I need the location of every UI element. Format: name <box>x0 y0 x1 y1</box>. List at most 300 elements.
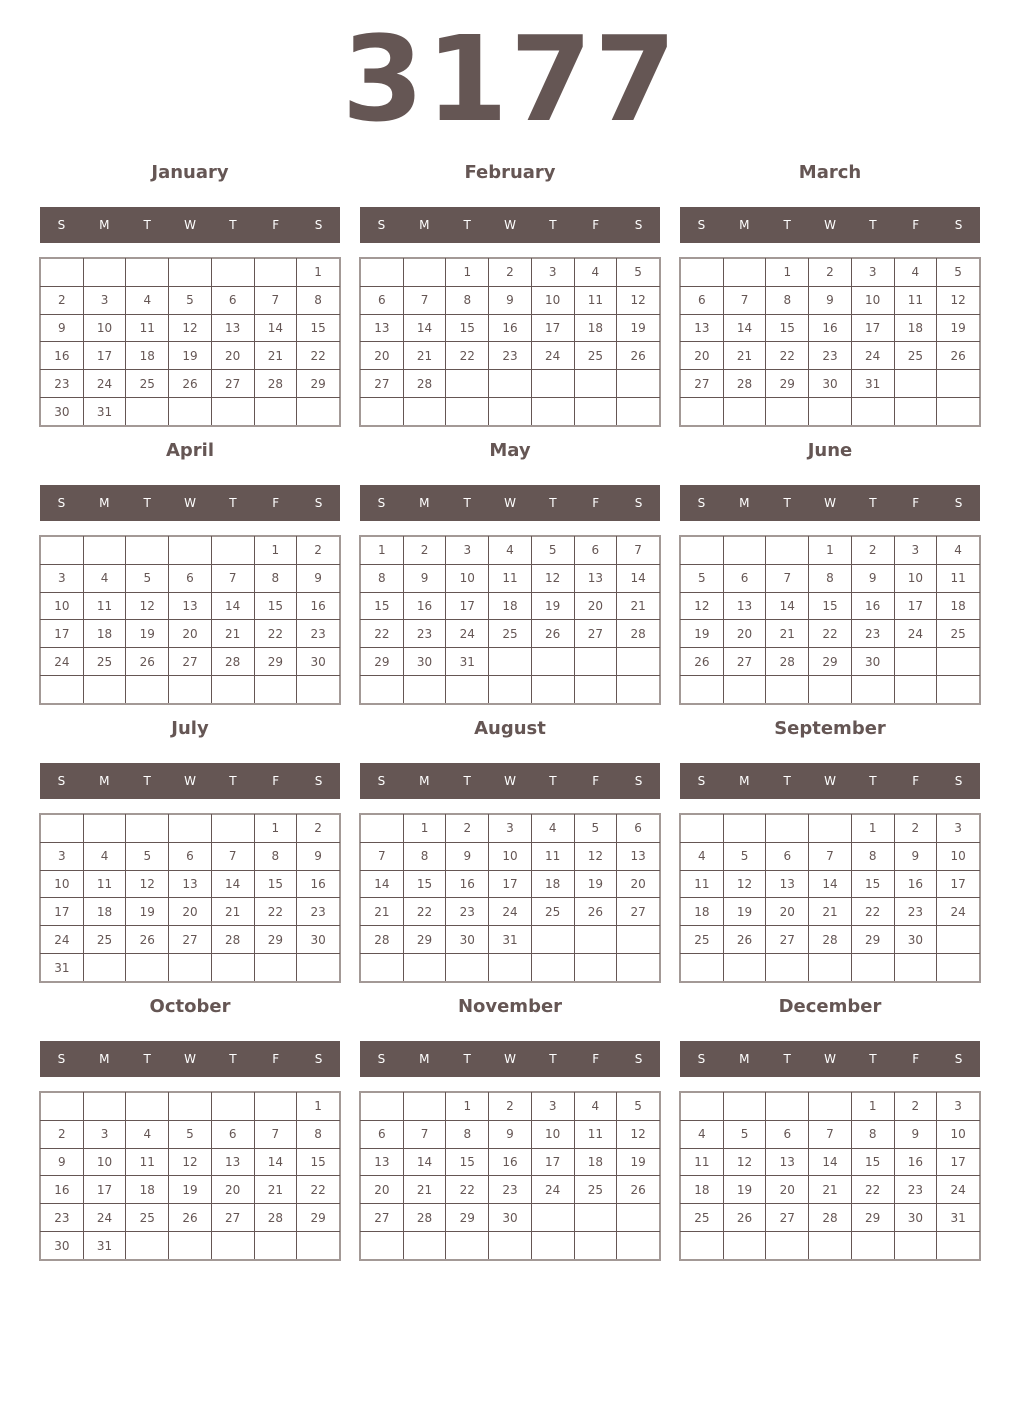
day-cell: 27 <box>361 370 404 398</box>
day-cell <box>937 1232 980 1260</box>
day-cell <box>169 398 212 426</box>
weekday-label: T <box>549 1052 557 1066</box>
day-cell: 7 <box>723 286 766 314</box>
weekday-label: M <box>739 1052 750 1066</box>
day-cell <box>681 1093 724 1121</box>
day-cell: 3 <box>41 564 84 592</box>
week-row <box>361 1176 660 1204</box>
day-cell: 28 <box>809 926 852 954</box>
day-cell <box>254 1093 297 1121</box>
day-cell: 1 <box>809 537 852 565</box>
day-cell: 22 <box>254 620 297 648</box>
week-row <box>361 286 660 314</box>
weekday-header <box>360 207 660 243</box>
day-cell: 14 <box>361 870 404 898</box>
day-cell <box>531 954 574 982</box>
week-row <box>41 564 340 592</box>
month-title: December <box>778 996 882 1017</box>
month-june <box>680 439 980 717</box>
day-cell <box>211 537 254 565</box>
week-row <box>681 620 980 648</box>
day-cell: 22 <box>851 1176 894 1204</box>
weekday-header <box>40 763 340 799</box>
day-cell <box>83 259 126 287</box>
day-cell: 1 <box>446 1093 489 1121</box>
month-november <box>360 995 660 1273</box>
day-cell: 9 <box>489 1120 532 1148</box>
weekday-label: T <box>463 218 471 232</box>
day-cell: 5 <box>169 286 212 314</box>
day-cell <box>681 815 724 843</box>
weekday-label: W <box>824 496 836 510</box>
day-cell: 25 <box>681 926 724 954</box>
day-cell: 27 <box>211 370 254 398</box>
day-cell: 11 <box>531 842 574 870</box>
day-cell: 25 <box>83 648 126 676</box>
day-cell: 3 <box>489 815 532 843</box>
week-row <box>41 1093 340 1121</box>
weekday-label: M <box>99 218 110 232</box>
day-cell: 15 <box>766 314 809 342</box>
day-cell <box>403 676 446 704</box>
day-cell: 7 <box>254 286 297 314</box>
weekday-label: W <box>184 774 196 788</box>
day-cell: 30 <box>41 398 84 426</box>
day-cell <box>83 1093 126 1121</box>
weekday-label: T <box>783 218 791 232</box>
day-cell: 8 <box>851 842 894 870</box>
weekday-label: S <box>314 774 323 788</box>
day-cell: 24 <box>894 620 937 648</box>
week-row <box>41 592 340 620</box>
day-cell: 11 <box>681 1148 724 1176</box>
day-cell: 4 <box>83 842 126 870</box>
week-row <box>41 286 340 314</box>
day-cell <box>211 954 254 982</box>
day-cell <box>297 676 340 704</box>
month-october <box>40 995 340 1273</box>
weekday-header <box>40 1041 340 1077</box>
day-cell <box>211 815 254 843</box>
day-cell <box>617 648 660 676</box>
day-cell <box>489 676 532 704</box>
day-cell <box>41 537 84 565</box>
day-cell: 3 <box>937 815 980 843</box>
day-cell: 6 <box>766 1120 809 1148</box>
day-cell <box>809 1093 852 1121</box>
day-cell: 26 <box>574 898 617 926</box>
day-cell: 13 <box>766 870 809 898</box>
month-september <box>680 717 980 995</box>
weekday-label: F <box>912 774 920 788</box>
day-cell: 29 <box>403 926 446 954</box>
day-cell: 14 <box>809 1148 852 1176</box>
day-cell <box>169 954 212 982</box>
week-row <box>41 1204 340 1232</box>
week-row <box>681 1120 980 1148</box>
day-cell <box>83 954 126 982</box>
week-row <box>41 314 340 342</box>
day-cell <box>361 259 404 287</box>
day-cell: 25 <box>681 1204 724 1232</box>
day-cell <box>851 954 894 982</box>
day-cell: 18 <box>681 1176 724 1204</box>
day-cell: 13 <box>211 1148 254 1176</box>
day-cell: 11 <box>681 870 724 898</box>
day-cell: 11 <box>126 314 169 342</box>
day-grid <box>680 1092 980 1260</box>
month-title: November <box>457 996 563 1017</box>
day-cell: 9 <box>489 286 532 314</box>
weekday-label: S <box>57 1052 66 1066</box>
weekday-label: S <box>954 496 963 510</box>
week-row <box>681 259 980 287</box>
week-row <box>361 898 660 926</box>
day-cell: 30 <box>297 926 340 954</box>
day-cell: 14 <box>809 870 852 898</box>
day-cell <box>446 676 489 704</box>
day-cell: 4 <box>531 815 574 843</box>
week-row <box>361 648 660 676</box>
day-cell: 25 <box>574 1176 617 1204</box>
day-cell: 20 <box>723 620 766 648</box>
day-cell <box>83 815 126 843</box>
weekday-label: S <box>314 1052 323 1066</box>
day-cell: 26 <box>681 648 724 676</box>
weekday-label: T <box>463 1052 471 1066</box>
day-cell <box>489 370 532 398</box>
weekday-label: W <box>504 496 516 510</box>
day-cell <box>403 1232 446 1260</box>
day-cell <box>446 1232 489 1260</box>
weekday-label: T <box>143 218 151 232</box>
day-cell: 1 <box>403 815 446 843</box>
day-cell <box>361 676 404 704</box>
day-cell: 5 <box>126 842 169 870</box>
day-cell: 3 <box>851 259 894 287</box>
day-cell: 12 <box>169 1148 212 1176</box>
day-cell: 16 <box>403 592 446 620</box>
day-cell: 12 <box>126 870 169 898</box>
weekday-label: F <box>272 496 280 510</box>
weekday-label: S <box>314 496 323 510</box>
month-may <box>360 439 660 717</box>
weekday-label: T <box>143 774 151 788</box>
week-row <box>361 1232 660 1260</box>
day-cell: 4 <box>574 1093 617 1121</box>
day-cell: 10 <box>41 870 84 898</box>
day-cell: 10 <box>531 286 574 314</box>
day-cell: 24 <box>937 898 980 926</box>
day-cell: 24 <box>531 342 574 370</box>
day-cell: 17 <box>41 898 84 926</box>
day-cell: 2 <box>894 1093 937 1121</box>
day-cell: 22 <box>766 342 809 370</box>
day-cell: 12 <box>126 592 169 620</box>
day-cell <box>617 1204 660 1232</box>
day-cell: 12 <box>937 286 980 314</box>
month-title: March <box>798 162 862 183</box>
day-cell: 26 <box>169 1204 212 1232</box>
day-cell: 15 <box>297 1148 340 1176</box>
day-cell <box>574 926 617 954</box>
day-cell: 13 <box>766 1148 809 1176</box>
day-cell: 8 <box>403 842 446 870</box>
day-cell: 8 <box>361 564 404 592</box>
day-cell: 1 <box>766 259 809 287</box>
day-cell: 8 <box>254 842 297 870</box>
day-cell: 19 <box>126 620 169 648</box>
day-cell: 6 <box>681 286 724 314</box>
weekday-label: M <box>419 496 430 510</box>
day-cell: 17 <box>531 314 574 342</box>
day-cell: 30 <box>894 1204 937 1232</box>
day-cell: 12 <box>723 1148 766 1176</box>
day-cell: 3 <box>937 1093 980 1121</box>
day-cell <box>574 676 617 704</box>
day-cell: 15 <box>403 870 446 898</box>
weekday-label: S <box>634 774 643 788</box>
day-cell: 13 <box>617 842 660 870</box>
day-cell: 3 <box>531 1093 574 1121</box>
day-cell: 10 <box>531 1120 574 1148</box>
day-cell <box>809 1232 852 1260</box>
weekday-label: S <box>314 218 323 232</box>
week-row <box>361 398 660 426</box>
day-cell: 13 <box>681 314 724 342</box>
day-cell: 23 <box>894 1176 937 1204</box>
day-cell: 4 <box>937 537 980 565</box>
weekday-label: S <box>954 218 963 232</box>
day-cell <box>297 954 340 982</box>
day-cell: 24 <box>41 648 84 676</box>
day-cell <box>126 815 169 843</box>
day-cell <box>254 398 297 426</box>
day-cell: 30 <box>489 1204 532 1232</box>
day-cell: 9 <box>41 314 84 342</box>
day-cell: 22 <box>446 342 489 370</box>
weekday-label: T <box>549 218 557 232</box>
day-cell <box>211 1232 254 1260</box>
day-cell <box>489 648 532 676</box>
day-cell: 29 <box>766 370 809 398</box>
day-cell: 16 <box>894 870 937 898</box>
day-cell <box>574 1204 617 1232</box>
week-row <box>361 620 660 648</box>
day-cell: 8 <box>446 1120 489 1148</box>
day-cell <box>617 676 660 704</box>
day-cell: 7 <box>254 1120 297 1148</box>
day-cell: 19 <box>723 1176 766 1204</box>
day-grid <box>360 536 660 704</box>
weekday-label: S <box>697 218 706 232</box>
day-cell: 6 <box>723 564 766 592</box>
week-row <box>361 537 660 565</box>
day-cell: 5 <box>617 259 660 287</box>
week-row <box>681 815 980 843</box>
weekday-label: M <box>99 774 110 788</box>
day-cell: 2 <box>489 259 532 287</box>
day-cell <box>254 1232 297 1260</box>
weekday-label: T <box>783 496 791 510</box>
week-row <box>361 926 660 954</box>
weekday-label: T <box>463 496 471 510</box>
week-row <box>361 370 660 398</box>
day-cell <box>766 398 809 426</box>
week-row <box>41 648 340 676</box>
day-cell <box>361 398 404 426</box>
month-january <box>40 161 340 439</box>
day-cell: 26 <box>723 926 766 954</box>
day-cell: 2 <box>809 259 852 287</box>
day-cell <box>297 398 340 426</box>
weekday-label: F <box>912 218 920 232</box>
day-cell <box>681 676 724 704</box>
day-cell: 27 <box>169 648 212 676</box>
week-row <box>681 314 980 342</box>
day-cell <box>723 1232 766 1260</box>
weekday-label: M <box>739 496 750 510</box>
week-row <box>41 1120 340 1148</box>
day-cell: 28 <box>403 370 446 398</box>
day-cell <box>894 676 937 704</box>
week-row <box>41 537 340 565</box>
day-cell <box>937 648 980 676</box>
weekday-label: S <box>634 496 643 510</box>
week-row <box>41 815 340 843</box>
day-cell <box>894 954 937 982</box>
day-cell: 25 <box>83 926 126 954</box>
week-row <box>41 1232 340 1260</box>
week-row <box>41 870 340 898</box>
day-cell <box>723 398 766 426</box>
day-cell: 11 <box>574 1120 617 1148</box>
day-cell: 3 <box>83 1120 126 1148</box>
day-cell: 16 <box>41 342 84 370</box>
weekday-label: S <box>634 1052 643 1066</box>
month-april <box>40 439 340 717</box>
day-cell: 24 <box>489 898 532 926</box>
day-cell <box>254 954 297 982</box>
week-row <box>41 342 340 370</box>
day-cell <box>531 1204 574 1232</box>
weekday-label: S <box>377 1052 386 1066</box>
day-cell: 30 <box>809 370 852 398</box>
week-row <box>681 1204 980 1232</box>
day-cell: 4 <box>489 537 532 565</box>
day-cell: 21 <box>809 1176 852 1204</box>
weekday-label: S <box>954 1052 963 1066</box>
day-cell <box>681 398 724 426</box>
month-title: May <box>489 440 531 461</box>
day-cell: 21 <box>403 1176 446 1204</box>
day-cell: 2 <box>403 537 446 565</box>
weekday-label: F <box>272 218 280 232</box>
week-row <box>41 954 340 982</box>
day-cell <box>169 676 212 704</box>
day-cell: 22 <box>254 898 297 926</box>
day-cell: 2 <box>489 1093 532 1121</box>
week-row <box>361 954 660 982</box>
weekday-label: S <box>377 218 386 232</box>
day-cell <box>937 926 980 954</box>
day-cell: 18 <box>126 342 169 370</box>
day-cell: 17 <box>83 1176 126 1204</box>
day-cell: 14 <box>403 314 446 342</box>
weekday-header <box>360 485 660 521</box>
weekday-header <box>360 1041 660 1077</box>
day-cell: 1 <box>297 259 340 287</box>
day-cell: 24 <box>851 342 894 370</box>
day-cell <box>126 537 169 565</box>
day-cell <box>403 398 446 426</box>
day-cell <box>681 537 724 565</box>
day-cell: 1 <box>851 815 894 843</box>
day-cell <box>894 370 937 398</box>
day-cell: 18 <box>894 314 937 342</box>
weekday-label: W <box>184 218 196 232</box>
day-cell <box>531 370 574 398</box>
day-cell: 14 <box>254 314 297 342</box>
day-cell <box>211 259 254 287</box>
day-cell: 29 <box>851 1204 894 1232</box>
week-row <box>361 1120 660 1148</box>
weekday-label: M <box>419 774 430 788</box>
weekday-label: F <box>912 496 920 510</box>
day-cell: 8 <box>766 286 809 314</box>
day-cell: 25 <box>894 342 937 370</box>
day-cell: 2 <box>41 1120 84 1148</box>
day-cell: 3 <box>83 286 126 314</box>
day-cell: 17 <box>937 1148 980 1176</box>
day-cell: 5 <box>617 1093 660 1121</box>
day-cell: 17 <box>937 870 980 898</box>
day-cell: 4 <box>83 564 126 592</box>
day-cell: 5 <box>531 537 574 565</box>
day-cell <box>723 537 766 565</box>
day-cell: 22 <box>297 342 340 370</box>
day-cell: 9 <box>809 286 852 314</box>
weekday-label: S <box>954 774 963 788</box>
day-cell: 14 <box>766 592 809 620</box>
day-cell: 24 <box>531 1176 574 1204</box>
day-cell: 5 <box>574 815 617 843</box>
day-cell: 3 <box>531 259 574 287</box>
day-cell: 23 <box>851 620 894 648</box>
day-cell: 20 <box>169 898 212 926</box>
weekday-label: S <box>697 496 706 510</box>
day-cell: 11 <box>126 1148 169 1176</box>
day-cell: 16 <box>446 870 489 898</box>
day-cell <box>574 370 617 398</box>
day-cell: 6 <box>574 537 617 565</box>
week-row <box>361 1148 660 1176</box>
day-cell <box>169 537 212 565</box>
day-cell: 7 <box>617 537 660 565</box>
month-title: July <box>171 718 209 739</box>
day-cell: 23 <box>403 620 446 648</box>
day-cell: 18 <box>489 592 532 620</box>
day-cell: 13 <box>169 592 212 620</box>
day-cell: 29 <box>809 648 852 676</box>
day-cell: 14 <box>211 870 254 898</box>
day-cell: 13 <box>361 1148 404 1176</box>
day-cell: 31 <box>83 1232 126 1260</box>
day-grid <box>360 814 660 982</box>
day-cell: 31 <box>446 648 489 676</box>
day-cell: 2 <box>851 537 894 565</box>
day-cell: 23 <box>41 1204 84 1232</box>
